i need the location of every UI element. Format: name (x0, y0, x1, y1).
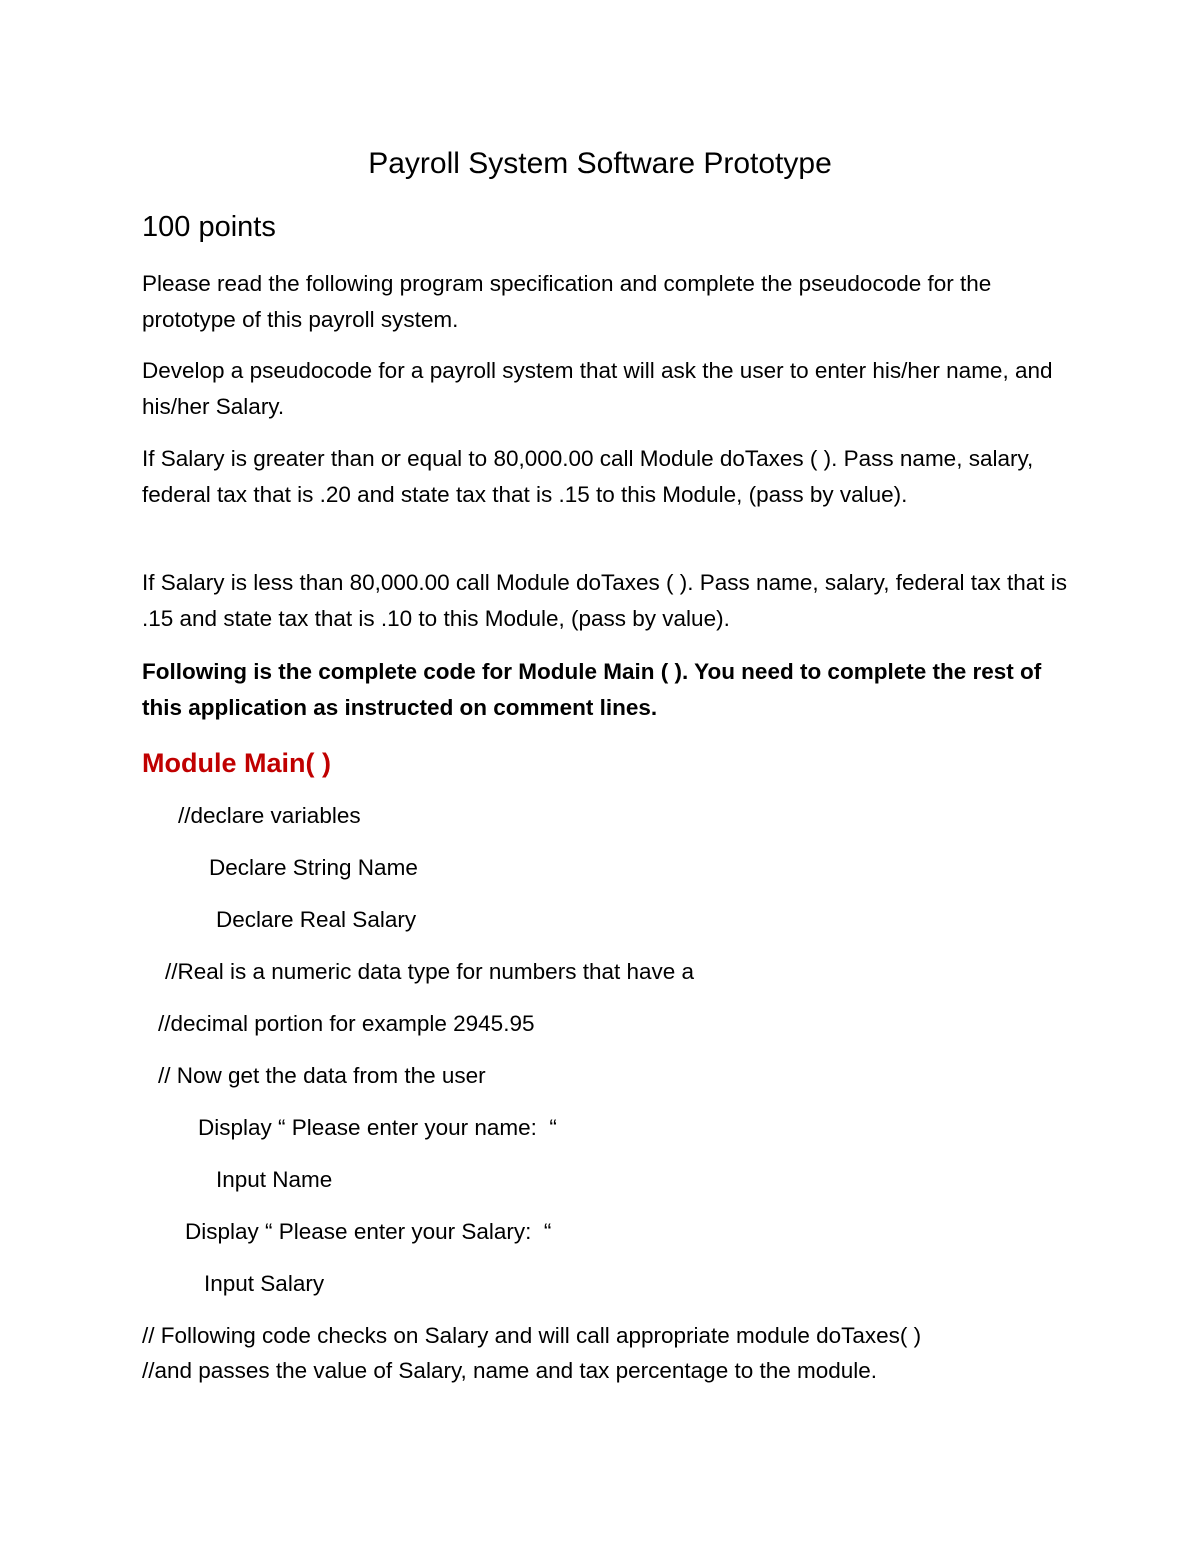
paragraph-develop: Develop a pseudocode for a payroll system that will ask the user to enter his/her name, and his/her Salary. (142, 358, 1053, 419)
code-line-passes-comment: //and passes the value of Salary, name and tax percentage to the module. (142, 1358, 878, 1383)
code-line-input-name: Input Name (216, 1167, 333, 1192)
paragraph-salary-high: If Salary is greater than or equal to 80,000.00 call Module doTaxes ( ). Pass name, salary, federal tax that is .20 and state tax that is .15 to this Module, (pass by value). (142, 446, 1034, 507)
code-line-input-salary: Input Salary (204, 1271, 325, 1296)
code-line-declare-comment: //declare variables (178, 803, 361, 828)
document-title: Payroll System Software Prototype (368, 147, 832, 180)
code-line-checks-comment: // Following code checks on Salary and will call appropriate module doTaxes( ) (142, 1323, 922, 1348)
code-line-real-comment: //Real is a numeric data type for numbers that have a (165, 959, 695, 984)
paragraph-instructions: Please read the following program specification and complete the pseudocode for the prototype of this payroll system. (142, 271, 992, 332)
code-line-display-salary: Display “ Please enter your Salary: “ (185, 1219, 552, 1244)
code-line-declare-salary: Declare Real Salary (216, 907, 417, 932)
points-label: 100 points (142, 211, 276, 243)
code-line-display-name: Display “ Please enter your name: “ (198, 1115, 557, 1140)
paragraph-following-code: Following is the complete code for Module Main ( ). You need to complete the rest of this application as instructed on comment lines. (142, 659, 1042, 720)
paragraph-salary-low: If Salary is less than 80,000.00 call Module doTaxes ( ). Pass name, salary, federal tax that is .15 and state tax that is .10 to this Module, (pass by value). (142, 570, 1068, 631)
module-main-heading: Module Main( ) (142, 748, 331, 778)
code-line-get-data-comment: // Now get the data from the user (158, 1063, 486, 1088)
code-line-declare-name: Declare String Name (209, 855, 418, 880)
code-line-decimal-comment: //decimal portion for example 2945.95 (158, 1011, 535, 1036)
